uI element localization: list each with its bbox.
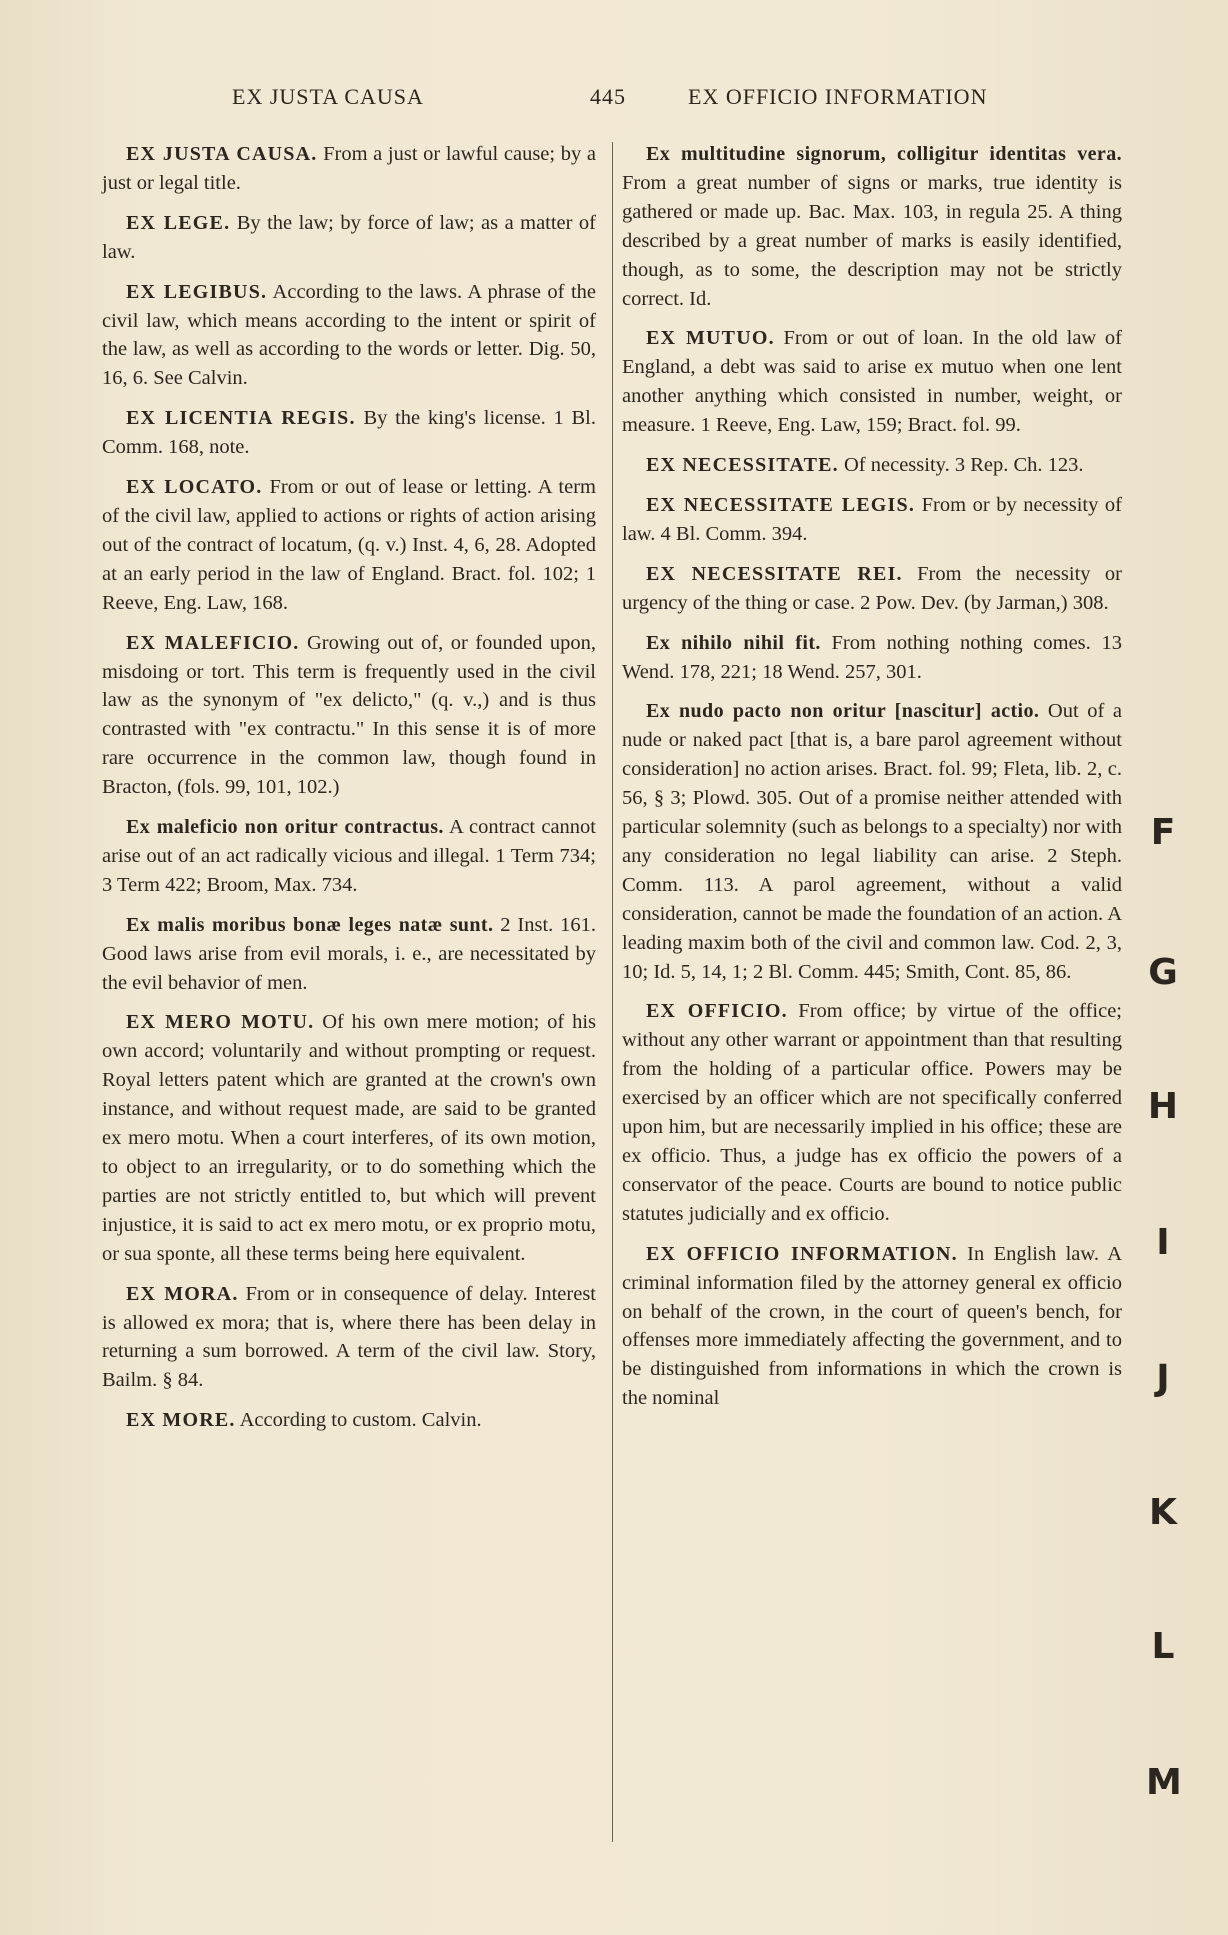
entry-ex-more (102, 1406, 596, 1435)
entry-ex-necessitate-legis (622, 491, 1122, 549)
thumb-index-j[interactable]: J (1156, 1358, 1170, 1399)
right-column (622, 140, 1122, 1424)
headword: EX MUTUO. (646, 327, 775, 350)
definition: According to the laws. A phrase of the civil law, which means according to the intent or spirit of the law, as well as according to the words or letter. Dig. 50, 16, 6. See Calvin. (102, 280, 596, 390)
entry-ex-locato (102, 473, 596, 618)
thumb-index-h[interactable]: H (1147, 1086, 1179, 1127)
definition: From or out of lease or letting. A term of the civil law, applied to actions or rights of action arising out of the contract of locatum, (q. v.) Inst. 4, 6, 28. Adopted at an early period in the law of England. Bract. fol. 102; 1 Reeve, Eng. Law, 168. (102, 476, 596, 614)
definition: From nothing nothing comes. 13 Wend. 178, 221; 18 Wend. 257, 301. (622, 631, 1122, 683)
headword: Ex nudo pacto non oritur [nascitur] actio. (646, 700, 1040, 723)
headword: Ex multitudine signorum, colligitur identitas vera. (646, 143, 1122, 165)
headword: EX JUSTA CAUSA. (126, 143, 318, 165)
headword: EX NECESSITATE LEGIS. (646, 493, 916, 516)
entry-ex-licentia-regis (102, 404, 596, 462)
entry-ex-mutuo (622, 324, 1122, 440)
headword: Ex nihilo nihil fit. (646, 631, 821, 654)
entry-ex-malis-moribus (102, 911, 596, 998)
left-column (102, 140, 596, 1446)
entry-ex-maleficio-maxim (102, 813, 596, 900)
thumb-index-f[interactable]: F (1150, 812, 1176, 853)
header-last-term: EX OFFICIO INFORMATION (688, 84, 988, 109)
entry-ex-necessitate-rei (622, 560, 1122, 618)
headword: EX MERO MOTU. (126, 1011, 315, 1034)
headword: Ex maleficio non oritur contractus. (126, 816, 444, 839)
definition: From or out of loan. In the old law of England, a debt was said to arise ex mutuo when one lent another anything which consisted in number, weight, or measure. 1 Reeve, Eng. Law, 159; Bract. fol. 99. (622, 327, 1123, 437)
headword: EX MORA. (126, 1282, 239, 1305)
headword: EX LEGIBUS. (126, 280, 268, 303)
thumb-index-m[interactable]: M (1146, 1762, 1182, 1803)
definition: From office; by virtue of the office; without any other warrant or appointment than that resulting from the holding of a particular office. Powers may be exercised by an officer which are not specifically conferred upon him, but are necessarily implied in his office; these are ex officio. Thus, a judge has ex officio the powers of a conservator of the peace. Courts are bound to notice public statutes judicially and ex officio. (622, 1000, 1123, 1225)
headword: EX NECESSITATE. (646, 454, 839, 477)
definition: According to custom. Calvin. (239, 1409, 482, 1432)
definition: By the law; by force of law; as a matter of law. (102, 211, 596, 263)
definition: From the necessity or urgency of the thing or case. 2 Pow. Dev. (by Jarman,) 308. (622, 562, 1122, 614)
definition: Growing out of, or founded upon, misdoing or tort. This term is frequently used in the civil law as the synonym of "ex delicto," (q. v.,) and is thus contrasted with "ex contractu." In this sense it is of more rare occurrence in the common law, though found in Bracton, (fols. 99, 101, 102.) (102, 631, 597, 799)
thumb-index-i[interactable]: I (1156, 1222, 1170, 1263)
definition: A contract cannot arise out of an act radically vicious and illegal. 1 Term 734; 3 Term 422; Broom, Max. 734. (102, 816, 597, 896)
headword: EX OFFICIO INFORMATION. (646, 1242, 958, 1265)
headword: EX OFFICIO. (646, 1000, 788, 1023)
thumb-index-l[interactable]: L (1151, 1626, 1175, 1667)
definition: Of his own mere motion; of his own accord; voluntarily and without prompting or request. Royal letters patent which are granted at the crown's own instance, and without request made, are said to be granted ex mero motu. When a court interferes, of its own motion, to object to an irregularity, or to do something which the parties are not strictly entitled to, but which will prevent injustice, it is said to act ex mero motu, or ex proprio motu, or sua sponte, all these terms being here equivalent. (102, 1011, 596, 1265)
headword: EX LEGE. (126, 211, 231, 234)
page-number: 445 (590, 84, 626, 109)
definition: In English law. A criminal information filed by the attorney general ex officio on behalf of the crown, in the court of queen's bench, for offenses more immediately affecting the government, and to be distinguished from informations in which the crown is the nominal (622, 1242, 1122, 1410)
entry-ex-multitudine (622, 140, 1122, 313)
entry-ex-officio-information (622, 1240, 1122, 1413)
definition: Out of a nude or naked pact [that is, a bare parol agreement without consideration] no action arises. Bract. fol. 99; Fleta, lib. 2, c. 56, § 3; Plowd. 305. Out of a promise neither attended with particular solemnity (such as belongs to a specialty) nor with any consideration no legal liability can arise. 2 Steph. Comm. 113. A parol agreement, without a valid consideration, cannot be made the foundation of an action. A leading maxim both of the civil and common law. Cod. 2, 3, 10; Id. 5, 14, 1; 2 Bl. Comm. 445; Smith, Cont. 85, 86. (622, 700, 1122, 983)
running-head (0, 84, 1228, 118)
headword: EX LOCATO. (126, 476, 263, 499)
entry-ex-legibus (102, 278, 596, 394)
header-first-term: EX JUSTA CAUSA (232, 84, 424, 109)
thumb-index-k[interactable]: K (1149, 1492, 1177, 1533)
entry-ex-officio (622, 997, 1122, 1228)
definition: 2 Inst. 161. Good laws arise from evil morals, i. e., are necessitated by the evil behavior of men. (102, 913, 597, 994)
entry-ex-nudo-pacto (622, 697, 1122, 986)
definition: From or by necessity of law. 4 Bl. Comm. 394. (622, 493, 1122, 545)
definition: From a just or lawful cause; by a just or legal title. (102, 143, 596, 194)
entry-ex-mora (102, 1280, 596, 1396)
headword: EX MORE. (126, 1409, 236, 1432)
headword: EX MALEFICIO. (126, 631, 300, 654)
entry-ex-lege (102, 209, 596, 267)
column-divider (612, 142, 613, 1842)
definition: From or in consequence of delay. Interest is allowed ex mora; that is, where there has been delay in returning a sum borrowed. A term of the civil law. Story, Bailm. § 84. (102, 1282, 596, 1392)
entry-ex-maleficio (102, 629, 596, 802)
definition: Of necessity. 3 Rep. Ch. 123. (844, 454, 1084, 477)
headword: EX LICENTIA REGIS. (126, 407, 356, 430)
entry-ex-nihilo (622, 629, 1122, 687)
headword: EX NECESSITATE REI. (646, 562, 903, 585)
definition: From a great number of signs or marks, true identity is gathered or made up. Bac. Max. 103, in regula 25. A thing described by a great number of marks is easily identified, though, as to some, the description may not be strictly correct. Id. (622, 171, 1122, 310)
entry-ex-mero-motu (102, 1008, 596, 1268)
headword: Ex malis moribus bonæ leges natæ sunt. (126, 913, 494, 936)
entry-ex-necessitate (622, 451, 1122, 480)
definition: By the king's license. 1 Bl. Comm. 168, note. (102, 407, 597, 459)
entry-ex-justa-causa (102, 140, 596, 198)
thumb-index-g[interactable]: G (1148, 952, 1178, 993)
